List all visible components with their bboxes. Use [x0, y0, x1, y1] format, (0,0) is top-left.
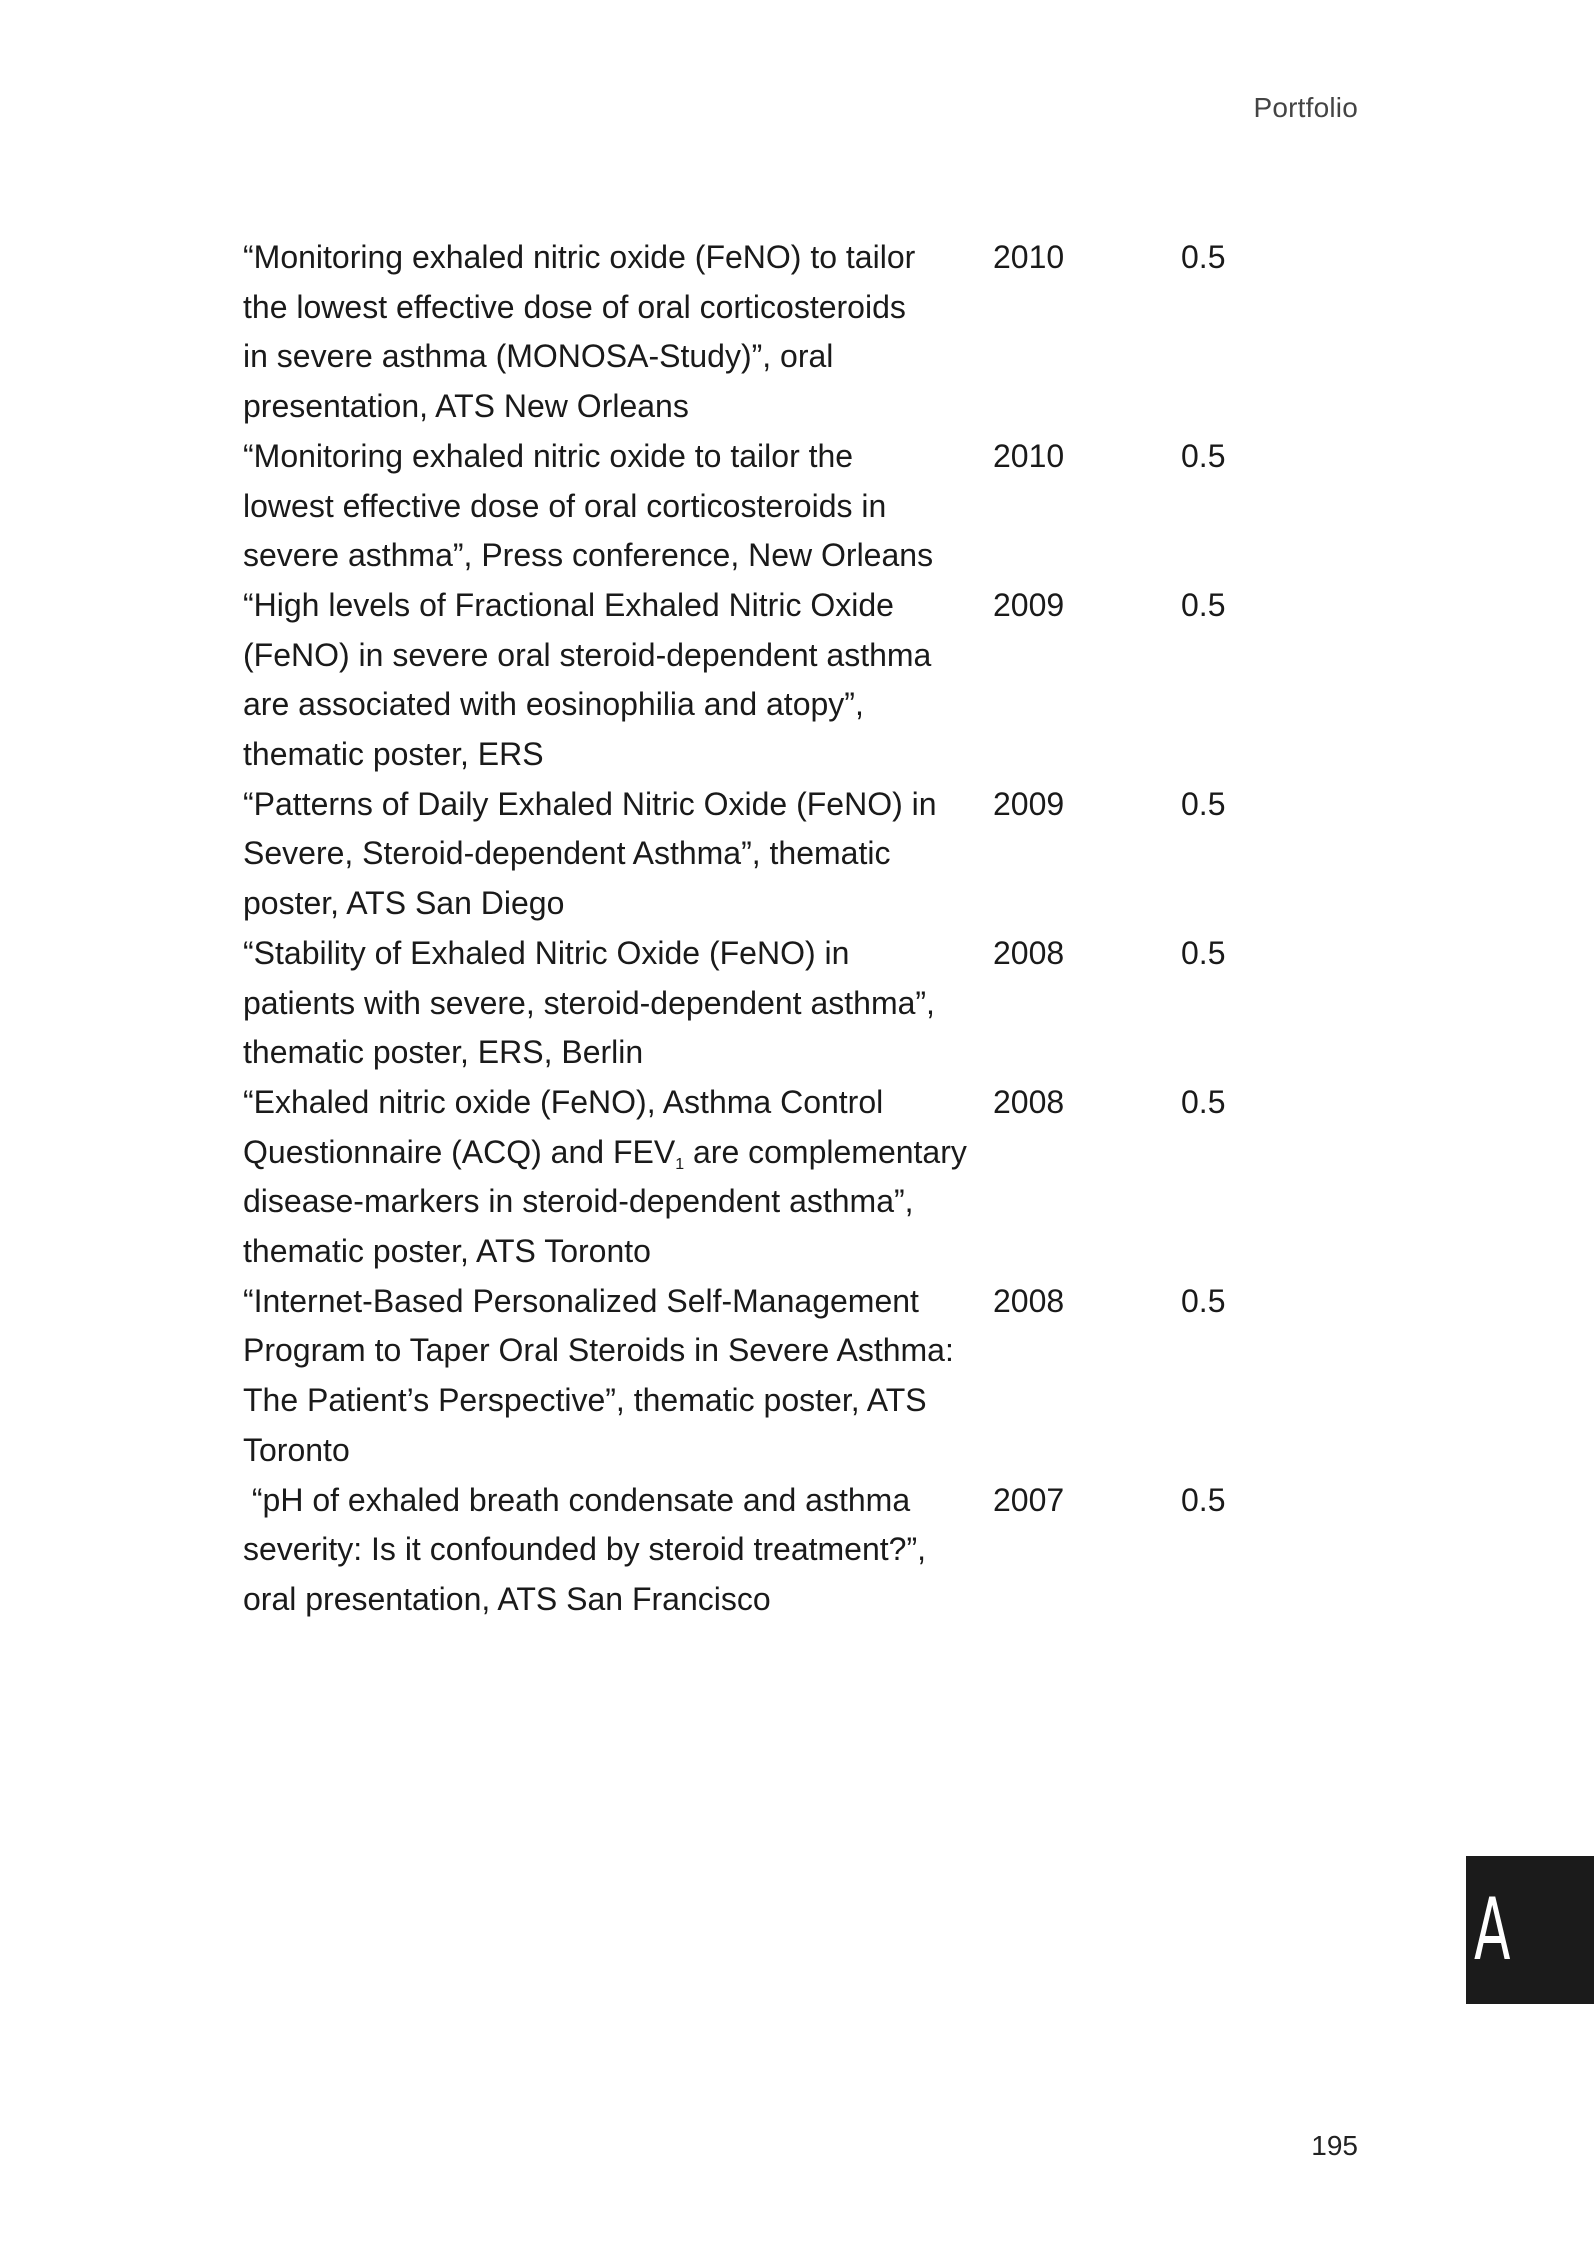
entry-title-line: “Stability of Exhaled Nitric Oxide (FeNO) in: [243, 934, 850, 971]
entry-title-line: “Monitoring exhaled nitric oxide (FeNO) to tailor: [243, 239, 916, 275]
entry-title-line: presentation, ATS New Orleans: [243, 388, 689, 425]
entry-title-line: The Patient’s Perspective”, thematic poster, ATS: [243, 1382, 927, 1419]
entry-title-line: thematic poster, ERS, Berlin: [243, 1034, 644, 1071]
entry-year: 2008: [993, 934, 1065, 971]
entry-title: [243, 1277, 983, 1476]
entry-title: [243, 581, 983, 780]
entry-year: 2009: [993, 785, 1065, 822]
entry-title-line: “High levels of Fractional Exhaled Nitric Oxide: [243, 586, 894, 623]
entry-title-line: “Monitoring exhaled nitric oxide to tailor the: [243, 437, 854, 474]
entry-title-fragment: are complementary: [684, 1133, 967, 1170]
list-item: [243, 780, 1343, 929]
entry-title: [243, 1476, 983, 1625]
entry-year: 2007: [993, 1481, 1065, 1518]
entry-title-line: severity: Is it confounded by steroid treatment?”,: [243, 1531, 926, 1568]
entry-title: [243, 929, 983, 1078]
chapter-thumb-tab: [1466, 1856, 1594, 2004]
entry-credits: 0.5: [1181, 934, 1226, 971]
entry-title-line: Severe, Steroid-dependent Asthma”, thematic: [243, 835, 891, 872]
entry-title-line: are associated with eosinophilia and atopy”,: [243, 686, 864, 723]
entry-title: [243, 432, 983, 581]
entry-title-line: thematic poster, ERS: [243, 736, 544, 773]
portfolio-entries: [243, 233, 1343, 1625]
entry-year: 2009: [993, 586, 1065, 623]
entry-year: 2008: [993, 1083, 1065, 1120]
list-item: [243, 581, 1343, 780]
list-item: [243, 929, 1343, 1078]
entry-title-line: patients with severe, steroid-dependent asthma”,: [243, 984, 935, 1021]
entry-credits: 0.5: [1181, 437, 1226, 474]
entry-title-line: “Internet-Based Personalized Self-Management: [243, 1282, 919, 1319]
entry-year: 2010: [993, 239, 1065, 275]
entry-credits: 0.5: [1181, 1282, 1226, 1319]
list-item: [243, 1277, 1343, 1476]
entry-title-line: “Patterns of Daily Exhaled Nitric Oxide (FeNO) in: [243, 785, 937, 822]
entry-title-line: Toronto: [243, 1431, 350, 1468]
entry-year: 2010: [993, 437, 1065, 474]
entry-title-line: poster, ATS San Diego: [243, 885, 565, 922]
entry-credits: 0.5: [1181, 785, 1226, 822]
entry-title: [243, 233, 983, 432]
entry-title-line: oral presentation, ATS San Francisco: [243, 1580, 771, 1617]
entry-credits: 0.5: [1181, 239, 1226, 275]
list-item: [243, 1078, 1343, 1277]
entry-title-line: lowest effective dose of oral corticosteroids in: [243, 487, 887, 524]
chapter-letter: A: [1474, 1880, 1511, 1980]
list-item: [243, 1476, 1343, 1625]
subscript: 1: [675, 1155, 685, 1173]
entry-title-line: thematic poster, ATS Toronto: [243, 1233, 651, 1270]
entry-title-line: the lowest effective dose of oral corticosteroids: [243, 288, 906, 325]
entry-title: [243, 780, 983, 929]
page-number: 195: [1311, 2130, 1358, 2161]
entry-title-line: (FeNO) in severe oral steroid-dependent asthma: [243, 636, 932, 673]
entry-title-line: “pH of exhaled breath condensate and asthma: [243, 1481, 911, 1518]
entry-title-line: “Exhaled nitric oxide (FeNO), Asthma Control: [243, 1083, 884, 1120]
entry-title-line: disease-markers in steroid-dependent asthma”,: [243, 1183, 914, 1220]
running-header: Portfolio: [1253, 92, 1358, 123]
entry-title: [243, 1078, 983, 1277]
entry-title-line: [243, 1128, 983, 1178]
list-item: [243, 233, 1343, 432]
entry-credits: 0.5: [1181, 1481, 1226, 1518]
list-item: [243, 432, 1343, 581]
entry-year: 2008: [993, 1282, 1065, 1319]
entry-credits: 0.5: [1181, 586, 1226, 623]
entry-title-fragment: Questionnaire (ACQ) and FEV: [243, 1133, 676, 1170]
entry-credits: 0.5: [1181, 1083, 1226, 1120]
entry-title-line: Program to Taper Oral Steroids in Severe Asthma:: [243, 1332, 954, 1369]
entry-title-line: in severe asthma (MONOSA-Study)”, oral: [243, 338, 834, 375]
entry-title-line: severe asthma”, Press conference, New Orleans: [243, 537, 934, 574]
